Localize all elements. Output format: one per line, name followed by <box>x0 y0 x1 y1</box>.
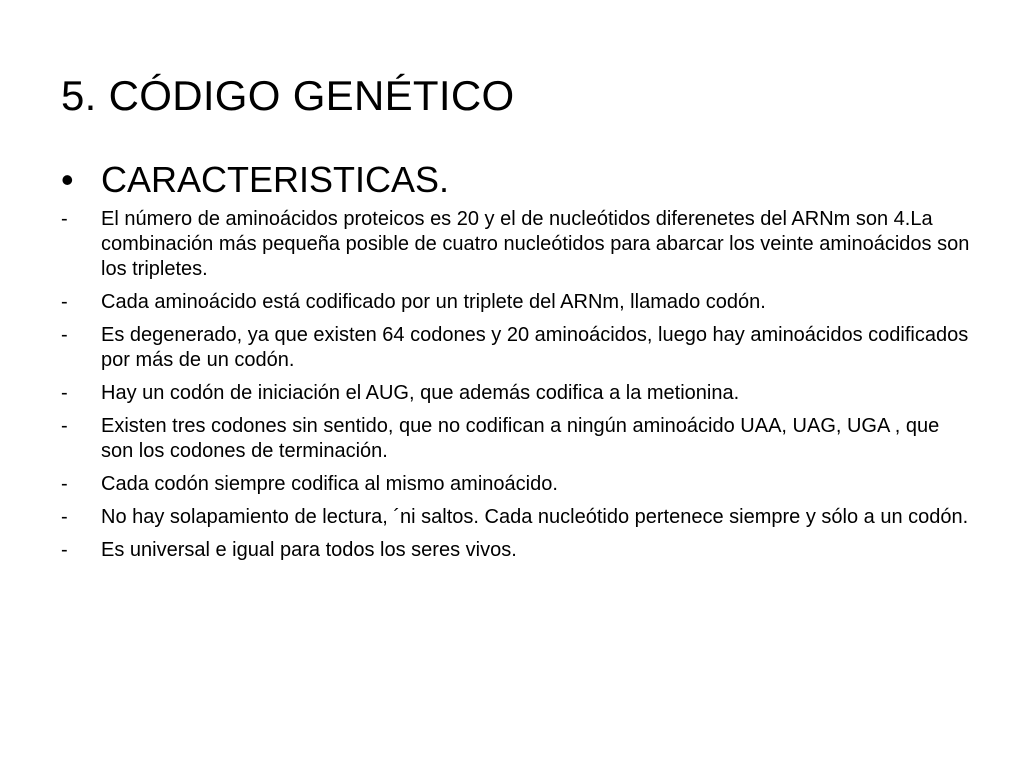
dash-marker: - <box>61 324 68 346</box>
bullet-dot: • <box>61 159 74 200</box>
list-item <box>61 538 971 563</box>
list-item-text: El número de aminoácidos proteicos es 20 y el de nucleótidos diferenetes del ARNm son 4.La combinación más pequeña posible de cuatro nucleótidos para abarcar los veinte aminoácidos son los tripletes. <box>101 208 970 280</box>
list-item <box>61 290 971 315</box>
list-item-text: No hay solapamiento de lectura, ´ni saltos. Cada nucleótido pertenece siempre y sólo a un codón. <box>101 506 969 528</box>
dash-marker: - <box>61 208 68 230</box>
section-heading-text: CARACTERISTICAS. <box>101 159 450 200</box>
dash-marker: - <box>61 415 68 437</box>
dash-marker: - <box>61 473 68 495</box>
list-item-text: Cada codón siempre codifica al mismo aminoácido. <box>101 473 558 495</box>
list-item-text: Cada aminoácido está codificado por un triplete del ARNm, llamado codón. <box>101 291 766 313</box>
section-heading <box>61 158 961 202</box>
dash-marker: - <box>61 539 68 561</box>
list-item <box>61 472 971 497</box>
list-item-text: Es degenerado, ya que existen 64 codones y 20 aminoácidos, luego hay aminoácidos codificados por más de un codón. <box>101 324 969 371</box>
list-item <box>61 323 971 373</box>
list-item <box>61 207 971 282</box>
list-item-text: Hay un codón de iniciación el AUG, que además codifica a la metionina. <box>101 382 740 404</box>
characteristics-list <box>61 207 971 571</box>
dash-marker: - <box>61 291 68 313</box>
dash-marker: - <box>61 382 68 404</box>
dash-marker: - <box>61 506 68 528</box>
list-item <box>61 505 971 530</box>
list-item-text: Es universal e igual para todos los seres vivos. <box>101 539 517 561</box>
list-item <box>61 381 971 406</box>
list-item <box>61 414 971 464</box>
slide-title: 5. CÓDIGO GENÉTICO <box>61 72 515 119</box>
list-item-text: Existen tres codones sin sentido, que no codifican a ningún aminoácido UAA, UAG, UGA , que son los codones de terminación. <box>101 415 940 462</box>
